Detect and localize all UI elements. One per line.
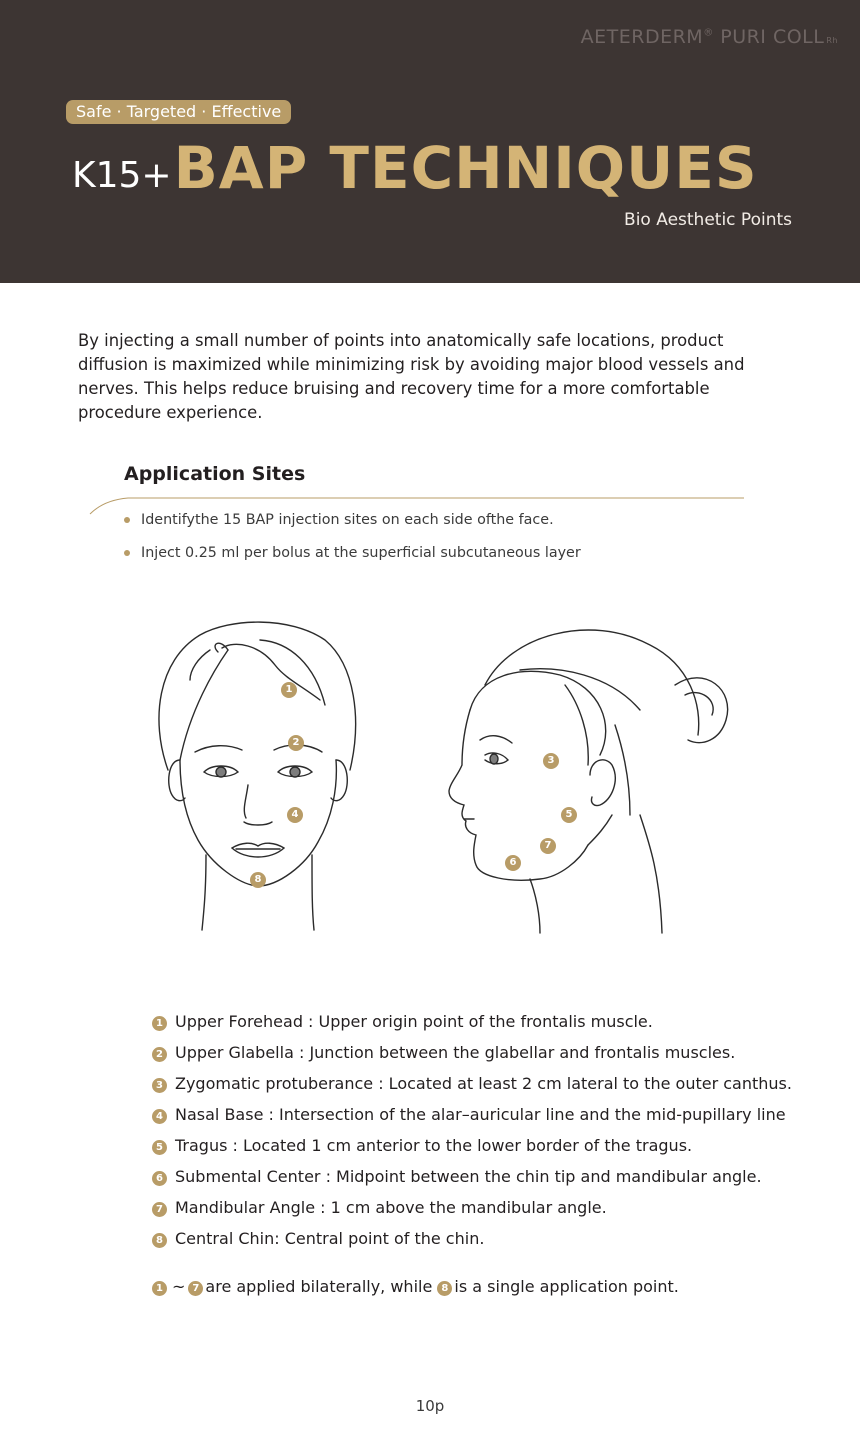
list-item: 6 Submental Center : Midpoint between the chin tip and mandibular angle. — [152, 1165, 792, 1196]
list-item: 8 Central Chin: Central point of the chin. — [152, 1227, 792, 1258]
list-item: Identifythe 15 BAP injection sites on each side ofthe face. — [124, 510, 581, 543]
list-item: Inject 0.25 ml per bolus at the superficial subcutaneous layer — [124, 543, 581, 576]
section-title: Application Sites — [124, 463, 306, 485]
number-badge: 4 — [152, 1109, 167, 1124]
number-badge: 6 — [152, 1171, 167, 1186]
page-subtitle: Bio Aesthetic Points — [624, 210, 792, 230]
list-item: 3 Zygomatic protuberance : Located at least 2 cm lateral to the outer canthus. — [152, 1072, 792, 1103]
header-banner — [0, 0, 860, 283]
list-item: 7 Mandibular Angle : 1 cm above the mandibular angle. — [152, 1196, 792, 1227]
number-badge: 3 — [152, 1078, 167, 1093]
list-item: 5 Tragus : Located 1 cm anterior to the lower border of the tragus. — [152, 1134, 792, 1165]
marker-4: 4 — [287, 807, 303, 823]
application-bullets — [124, 510, 581, 576]
number-badge: 1 — [152, 1016, 167, 1031]
number-badge: 7 — [188, 1281, 203, 1296]
page-title — [72, 134, 758, 204]
marker-1: 1 — [281, 682, 297, 698]
marker-5: 5 — [561, 807, 577, 823]
list-item: 1 Upper Forehead : Upper origin point of the frontalis muscle. — [152, 1010, 792, 1041]
intro-paragraph: By injecting a small number of points into anatomically safe locations, product diffusion is maximized while minimizing risk by avoiding major blood vessels and nerves. This helps reduce bruising and recovery time for a more comfortable procedure experience. — [78, 331, 745, 422]
marker-6: 6 — [505, 855, 521, 871]
number-badge: 7 — [152, 1202, 167, 1217]
point-legend — [152, 1010, 792, 1258]
title-main: BAP TECHNIQUES — [173, 134, 758, 202]
marker-2: 2 — [288, 735, 304, 751]
tagline-badge: Safe · Targeted · Effective — [66, 100, 291, 124]
marker-3: 3 — [543, 753, 559, 769]
title-prefix: K15+ — [72, 155, 172, 196]
number-badge: 2 — [152, 1047, 167, 1062]
marker-7: 7 — [540, 838, 556, 854]
side-face-illustration — [440, 615, 740, 935]
page-number: 10p — [415, 1397, 445, 1415]
number-badge: 8 — [152, 1233, 167, 1248]
marker-8: 8 — [250, 872, 266, 888]
bullet-dot — [124, 550, 130, 556]
list-item: 4 Nasal Base : Intersection of the alar–auricular line and the mid-pupillary line — [152, 1103, 792, 1134]
bullet-dot — [124, 517, 130, 523]
application-note: 1 ~ 7 are applied bilaterally, while 8 is a single application point. — [152, 1275, 679, 1299]
number-badge: 8 — [437, 1281, 452, 1296]
brand-logo: AETERDERM® PURI COLL Rh — [580, 26, 838, 48]
number-badge: 5 — [152, 1140, 167, 1155]
list-item: 2 Upper Glabella : Junction between the glabellar and frontalis muscles. — [152, 1041, 792, 1072]
number-badge: 1 — [152, 1281, 167, 1296]
